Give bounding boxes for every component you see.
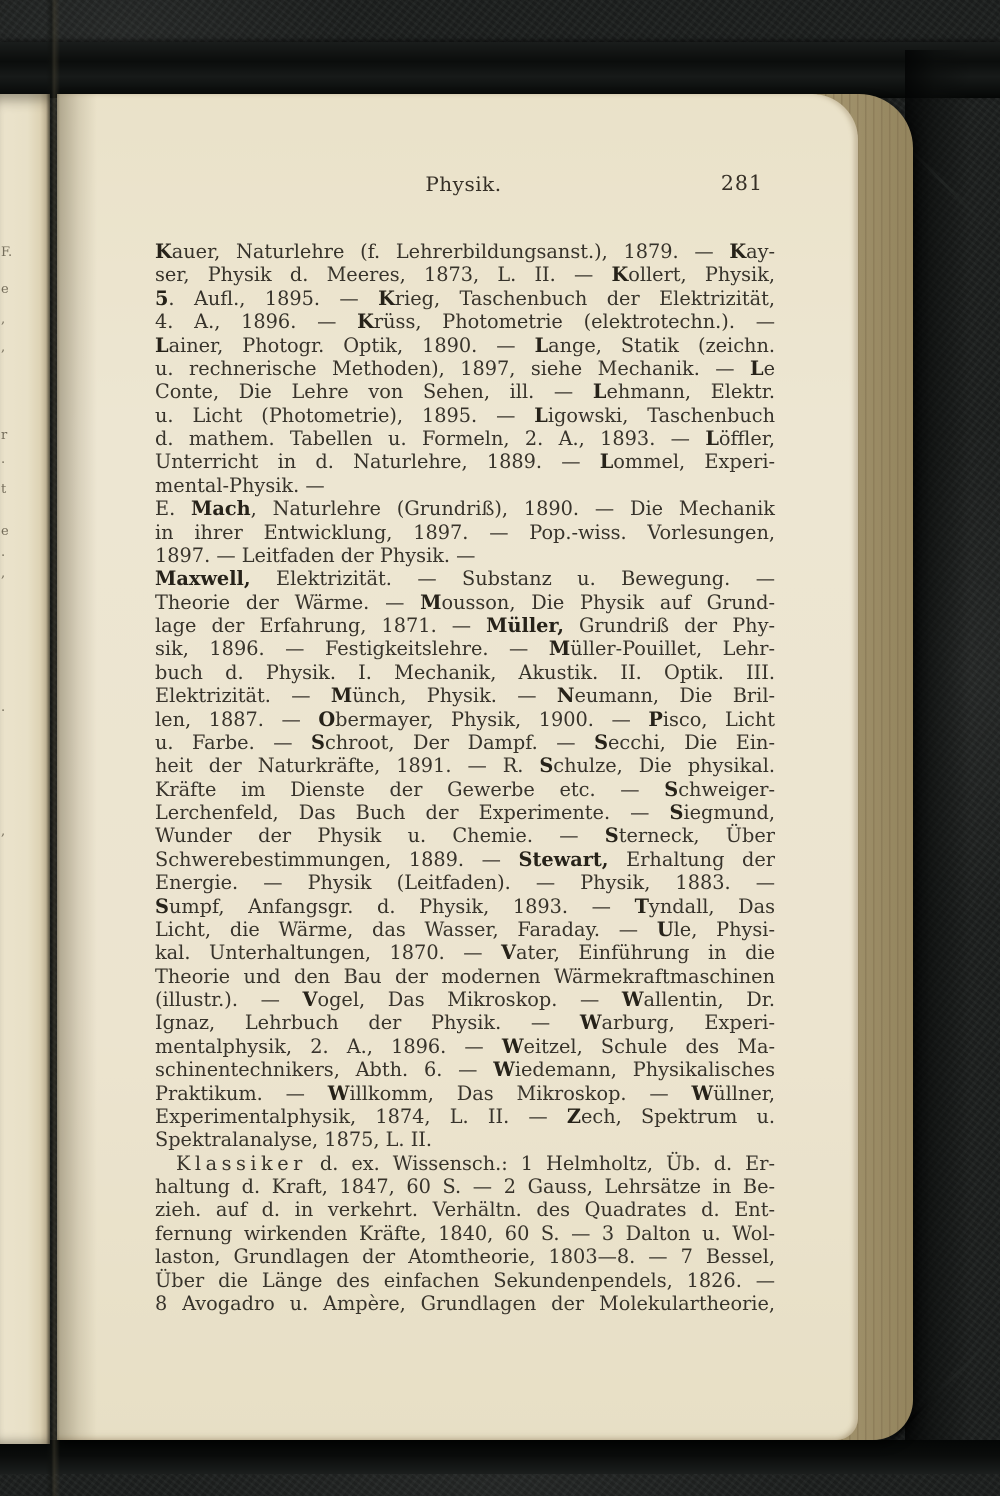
text-line: in ihrer Entwicklung, 1897. — Pop.-wiss. Vorlesungen,	[155, 520, 775, 544]
cutoff-text-fragment: t	[1, 482, 7, 497]
cutoff-text-fragment: ,	[1, 566, 6, 581]
text-line: 5. Aufl., 1895. — Krieg, Taschenbuch der Elektrizität,	[155, 286, 776, 310]
text-line: mental-Physik. —	[155, 473, 325, 497]
text-line: zieh. auf d. in verkehrt. Verhältn. des Quadrates d. Ent-	[155, 1198, 775, 1222]
cutoff-text-fragment: .	[1, 452, 6, 467]
text-line: Klassiker d. ex. Wissensch.: 1 Helmholtz, Üb. d. Er-	[176, 1151, 775, 1175]
text-line: Theorie und den Bau der modernen Wärmekraftmaschinen	[155, 964, 775, 988]
running-header-title: Physik.	[425, 172, 502, 196]
text-line: Schwerebestimmungen, 1889. — Stewart, Erhaltung der	[155, 847, 775, 871]
text-line: len, 1887. — Obermayer, Physik, 1900. — Pisco, Licht	[155, 707, 775, 731]
text-line: laston, Grundlagen der Atomtheorie, 1803—8. — 7 Bessel,	[155, 1245, 775, 1269]
text-line: d. mathem. Tabellen u. Formeln, 2. A., 1893. — Löffler,	[155, 427, 775, 450]
gutter-line	[46, 0, 60, 1496]
text-line: Ignaz, Lehrbuch der Physik. — Warburg, Experi-	[155, 1011, 775, 1035]
text-line: mentalphysik, 2. A., 1896. — Weitzel, Schule des Ma-	[155, 1034, 775, 1058]
text-line: lage der Erfahrung, 1871. — Müller, Grundriß der Phy-	[155, 614, 775, 637]
text-line: Kauer, Naturlehre (f. Lehrerbildungsanst.), 1879. — Kay-	[155, 240, 775, 263]
book-page	[57, 94, 913, 1440]
text-line: u. rechnerische Methoden), 1897, siehe Mechanik. — Le	[155, 356, 775, 380]
text-line: Maxwell, Elektrizität. — Substanz u. Bewegung. —	[155, 567, 775, 591]
text-line: u. Licht (Photometrie), 1895. — Ligowski, Taschenbuch	[155, 403, 776, 427]
text-line: Elektrizität. — Münch, Physik. — Neumann, Die Bril-	[155, 684, 775, 708]
cover-top-bevel	[0, 42, 1000, 98]
text-line: E. Mach, Naturlehre (Grundriß), 1890. — Die Mechanik	[155, 497, 775, 521]
text-line: 4. A., 1896. — Krüss, Photometrie (elektrotechn.). —	[155, 310, 776, 334]
cutoff-text-fragment: ,	[1, 824, 6, 839]
text-line: Lerchenfeld, Das Buch der Experimente. — Siegmund,	[155, 801, 775, 824]
text-block	[155, 240, 775, 1315]
facing-page-edge	[0, 94, 50, 1444]
text-line: sik, 1896. — Festigkeitslehre. — Müller-Pouillet, Lehr-	[155, 637, 775, 661]
running-header	[155, 172, 775, 198]
cutoff-text-fragment: .	[1, 700, 6, 715]
cutoff-text-fragment: .	[1, 545, 6, 560]
cutoff-text-fragment: ,	[1, 312, 6, 327]
cover-right-bevel	[905, 50, 971, 1445]
text-line: Conte, Die Lehre von Sehen, ill. — Lehmann, Elektr.	[155, 380, 776, 404]
page-number: 281	[720, 171, 763, 195]
cutoff-text-fragment: F.	[1, 245, 13, 260]
cutoff-text-fragment: r	[1, 428, 8, 443]
text-line: heit der Naturkräfte, 1891. — R. Schulze, Die physikal.	[155, 754, 776, 778]
cover-bottom-bevel	[0, 1440, 1000, 1474]
text-line: fernung wirkenden Kräfte, 1840, 60 S. — 3 Dalton u. Wol-	[155, 1221, 775, 1245]
text-line: Praktikum. — Willkomm, Das Mikroskop. — Wüllner,	[155, 1081, 775, 1105]
text-line: Spektralanalyse, 1875, L. II.	[155, 1128, 433, 1152]
text-line: kal. Unterhaltungen, 1870. — Vater, Einführung in die	[155, 941, 775, 965]
text-line: ser, Physik d. Meeres, 1873, L. II. — Kollert, Physik,	[155, 263, 776, 287]
text-line: buch d. Physik. I. Mechanik, Akustik. II. Optik. III.	[155, 660, 775, 684]
text-line: Über die Länge des einfachen Sekundenpendels, 1826. —	[155, 1268, 775, 1292]
text-line: Kräfte im Dienste der Gewerbe etc. — Schweiger-	[155, 777, 775, 801]
cutoff-text-fragment: ,	[1, 340, 6, 355]
text-line: Licht, die Wärme, das Wasser, Faraday. — Ule, Physi-	[155, 917, 775, 941]
text-line: haltung d. Kraft, 1847, 60 S. — 2 Gauss, Lehrsätze in Be-	[155, 1175, 775, 1198]
text-line: Sumpf, Anfangsgr. d. Physik, 1893. — Tyndall, Das	[155, 894, 775, 918]
text-line: Theorie der Wärme. — Mousson, Die Physik auf Grund-	[155, 590, 775, 614]
text-line: Lainer, Photogr. Optik, 1890. — Lange, Statik (zeichn.	[155, 333, 775, 357]
text-line: u. Farbe. — Schroot, Der Dampf. — Secchi, Die Ein-	[155, 730, 775, 754]
text-line: Wunder der Physik u. Chemie. — Sterneck, Über	[155, 824, 775, 848]
text-line: 8 Avogadro u. Ampère, Grundlagen der Molekulartheorie,	[155, 1291, 775, 1315]
page-sheet	[57, 94, 858, 1440]
cutoff-text-fragment: e	[1, 524, 9, 539]
text-line: (illustr.). — Vogel, Das Mikroskop. — Wallentin, Dr.	[155, 988, 775, 1011]
text-line: Energie. — Physik (Leitfaden). — Physik, 1883. —	[155, 871, 775, 895]
text-line: 1897. — Leitfaden der Physik. —	[155, 543, 476, 567]
text-line: schinentechnikers, Abth. 6. — Wiedemann, Physikalisches	[155, 1058, 775, 1082]
text-line: Unterricht in d. Naturlehre, 1889. — Lommel, Experi-	[155, 450, 775, 474]
cutoff-text-fragment: e	[1, 282, 9, 297]
text-line: Experimentalphysik, 1874, L. II. — Zech, Spektrum u.	[155, 1104, 775, 1128]
